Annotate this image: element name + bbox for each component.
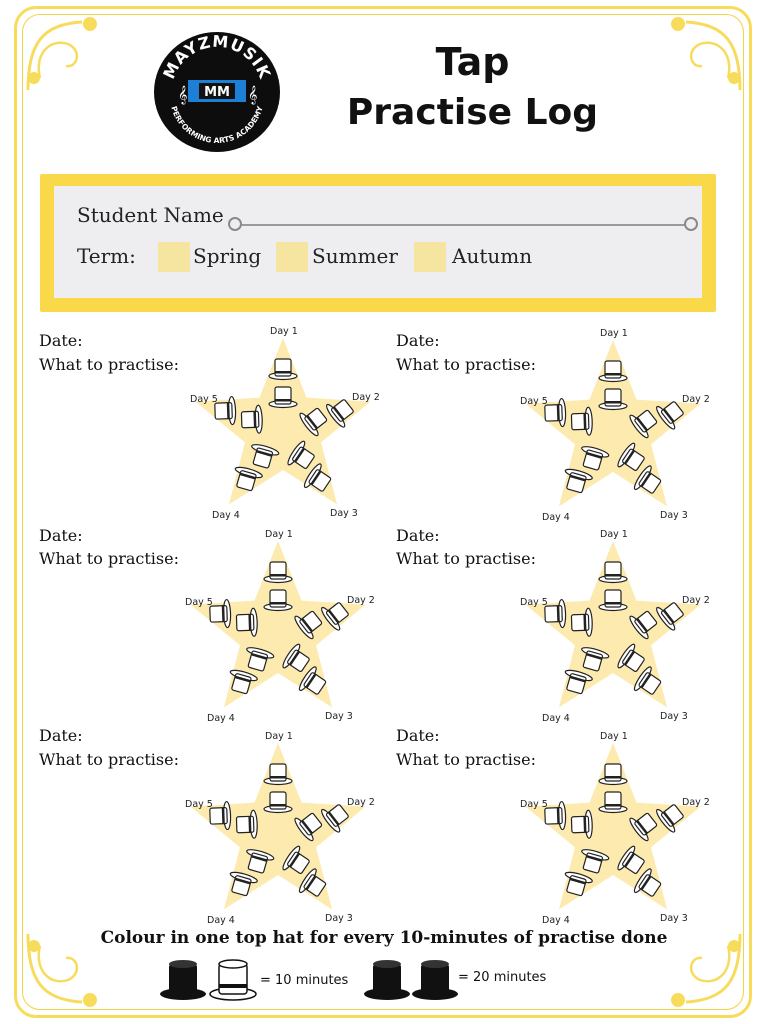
term-option-autumn: Autumn (452, 244, 533, 268)
day-label: Day 3 (660, 711, 688, 722)
practice-star (188, 326, 380, 522)
day-label: Day 5 (185, 597, 213, 608)
day-label: Day 3 (325, 913, 353, 924)
day-label: Day 2 (682, 595, 710, 606)
day-label: Day 3 (330, 508, 358, 519)
student-name-label: Student Name (77, 203, 224, 227)
day-label: Day 4 (542, 915, 570, 926)
page-title-line1: Tap (435, 40, 510, 84)
practice-star (183, 529, 375, 725)
day-label: Day 1 (265, 731, 293, 742)
practice-star (518, 731, 710, 927)
day-label: Day 1 (270, 326, 298, 337)
day-label: Day 3 (325, 711, 353, 722)
instruction-text: Colour in one top hat for every 10-minutes of practise done (100, 928, 668, 948)
star-shape (518, 334, 708, 524)
what-to-practise-label: What to practise: (39, 750, 179, 769)
date-label: Date: (396, 526, 440, 545)
date-label: Date: (396, 726, 440, 745)
day-label: Day 3 (660, 913, 688, 924)
day-label: Day 3 (660, 510, 688, 521)
what-to-practise-label: What to practise: (396, 355, 536, 374)
day-label: Day 1 (600, 328, 628, 339)
name-line-end-handle (684, 217, 698, 231)
date-label: Date: (39, 726, 83, 745)
what-to-practise-label: What to practise: (39, 355, 179, 374)
day-label: Day 2 (347, 797, 375, 808)
top-hat-filled-icon (362, 958, 412, 1002)
treble-clef-icon: 𝄞 (248, 85, 258, 104)
day-label: Day 1 (600, 731, 628, 742)
day-label: Day 4 (212, 510, 240, 521)
star-shape (183, 535, 373, 725)
term-option-summer: Summer (312, 244, 398, 268)
day-label: Day 5 (190, 394, 218, 405)
term-checkbox-summer[interactable] (276, 242, 308, 272)
practice-star (518, 529, 710, 725)
logo-bottom-text: PERFORMING ARTS ACADEMY (169, 105, 265, 146)
day-label: Day 5 (185, 799, 213, 810)
day-label: Day 2 (682, 394, 710, 405)
legend-10-minutes: = 10 minutes (260, 973, 349, 988)
logo-emblem: MM (204, 85, 230, 100)
day-label: Day 1 (265, 529, 293, 540)
day-label: Day 5 (520, 799, 548, 810)
day-label: Day 4 (542, 512, 570, 523)
flourish-top-left-icon (22, 14, 102, 94)
day-label: Day 4 (207, 915, 235, 926)
star-shape (518, 737, 708, 927)
day-label: Day 2 (352, 392, 380, 403)
day-label: Day 1 (600, 529, 628, 540)
name-line-start-handle (228, 217, 242, 231)
star-shape (183, 737, 373, 927)
term-checkbox-autumn[interactable] (414, 242, 446, 272)
date-label: Date: (39, 331, 83, 350)
what-to-practise-label: What to practise: (396, 750, 536, 769)
date-label: Date: (396, 331, 440, 350)
day-label: Day 2 (347, 595, 375, 606)
top-hat-filled-icon (158, 958, 208, 1002)
star-shape (188, 332, 378, 522)
student-name-field[interactable] (236, 224, 692, 226)
day-label: Day 5 (520, 597, 548, 608)
day-label: Day 4 (542, 713, 570, 724)
treble-clef-icon: 𝄞 (178, 85, 188, 104)
academy-logo (152, 30, 282, 154)
legend-20-minutes: = 20 minutes (458, 970, 547, 985)
practice-star (183, 731, 375, 927)
top-hat-empty-icon (208, 958, 258, 1002)
flourish-top-right-icon (666, 14, 746, 94)
page-title-line2: Practise Log (346, 92, 599, 133)
top-hat-filled-icon (410, 958, 460, 1002)
day-label: Day 2 (682, 797, 710, 808)
term-option-spring: Spring (193, 244, 262, 268)
practice-star (518, 328, 710, 524)
term-label: Term: (77, 244, 136, 268)
what-to-practise-label: What to practise: (39, 549, 179, 568)
what-to-practise-label: What to practise: (396, 549, 536, 568)
day-label: Day 5 (520, 396, 548, 407)
star-shape (518, 535, 708, 725)
date-label: Date: (39, 526, 83, 545)
day-label: Day 4 (207, 713, 235, 724)
logo-top-text: MAYZMUSIK (159, 31, 275, 82)
term-checkbox-spring[interactable] (158, 242, 190, 272)
